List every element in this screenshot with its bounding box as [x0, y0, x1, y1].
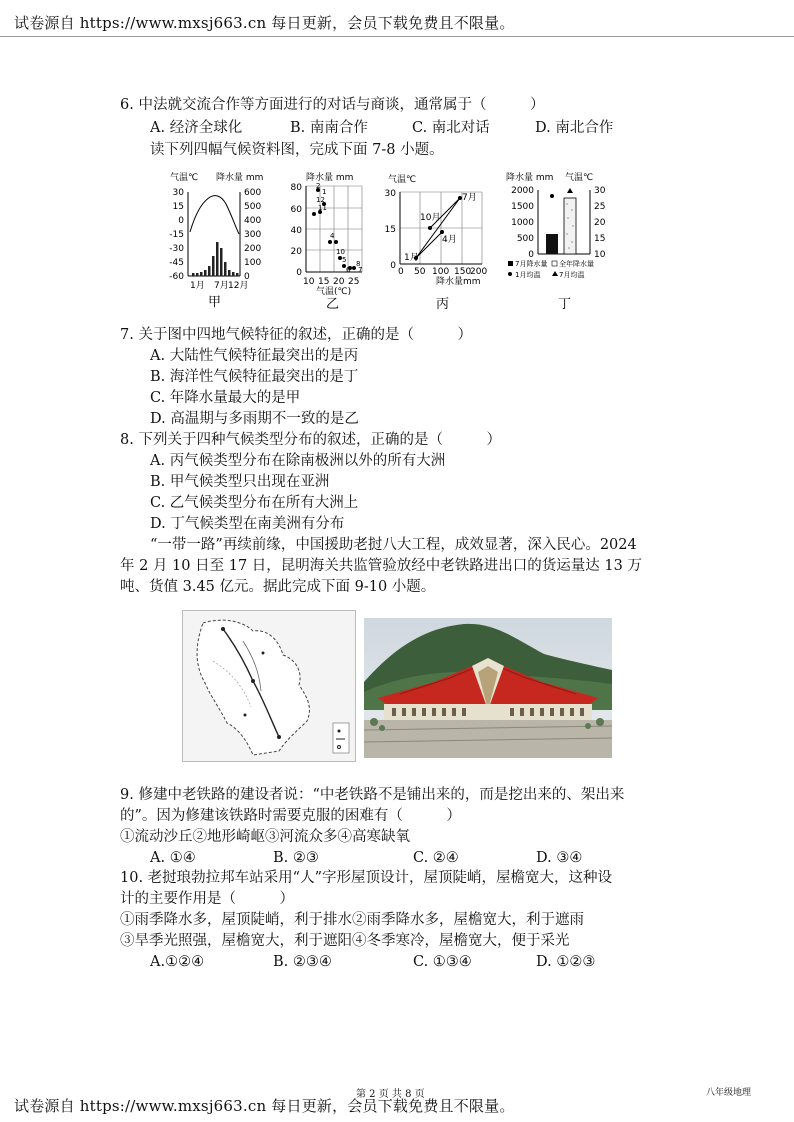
q9-stem-line-1: 9. 修建中老铁路的建设者说：“中老铁路不是铺出来的，而是挖出来的、架出来 — [120, 787, 625, 803]
svg-text:-15: -15 — [169, 230, 184, 240]
svg-text:全年降水量: 全年降水量 — [559, 260, 594, 268]
svg-text:12月: 12月 — [228, 281, 249, 291]
yi-ylabel: 降水量 mm — [306, 173, 354, 183]
svg-text:400: 400 — [244, 216, 262, 226]
q10-choice-line-1: ①雨季降水多，屋顶陡峭，利于排水②雨季降水多，屋檐宽大，利于遮雨 — [120, 912, 584, 928]
svg-text:10: 10 — [336, 248, 345, 256]
svg-text:5: 5 — [342, 256, 347, 264]
svg-text:7月降水量: 7月降水量 — [515, 260, 548, 268]
ding-label: 丁 — [558, 297, 572, 312]
q10-stem-line-2: 计的主要作用是（ ） — [120, 891, 294, 907]
q8-option-a: A. 丙气候类型分布在除南极洲以外的所有大洲 — [150, 453, 446, 469]
page-number: 第 2 页 共 8 页 — [356, 1089, 425, 1100]
q7-option-b: B. 海洋性气候特征最突出的是丁 — [150, 369, 359, 385]
svg-text:2: 2 — [316, 182, 321, 190]
svg-text:11: 11 — [318, 204, 327, 212]
ding-ylabel-left: 降水量 mm — [506, 173, 554, 183]
svg-text:50: 50 — [414, 267, 426, 277]
svg-text:40: 40 — [290, 226, 302, 236]
svg-text:150: 150 — [454, 267, 472, 277]
svg-text:2000: 2000 — [511, 186, 534, 196]
svg-text:600: 600 — [244, 188, 262, 198]
svg-text:气温(℃): 气温(℃) — [316, 287, 352, 297]
q6-option-a: A. 经济全球化 — [150, 120, 243, 136]
svg-text:30: 30 — [594, 186, 606, 196]
svg-text:8: 8 — [356, 260, 361, 268]
svg-text:4月: 4月 — [442, 235, 457, 245]
passage-line-1: “一带一路”再续前缘，中国援助老挝八大工程，成效显著，深入民心。2024 — [150, 537, 637, 553]
svg-text:500: 500 — [516, 234, 534, 244]
svg-text:20: 20 — [290, 247, 302, 257]
svg-text:10: 10 — [303, 277, 315, 287]
jia-ylabel-left: 气温℃ — [170, 173, 199, 183]
svg-text:-60: -60 — [169, 272, 184, 282]
svg-text:200: 200 — [244, 244, 262, 254]
q10-stem-line-1: 10. 老挝琅勃拉邦车站采用“人”字形屋顶设计，屋顶陡峭，屋檐宽大，这种设 — [120, 870, 612, 886]
svg-text:0: 0 — [390, 261, 396, 271]
svg-text:10: 10 — [594, 250, 606, 260]
source-header: 试卷源自 https://www.mxsj663.cn 每日更新，会员下载免费且不限量。 — [14, 14, 515, 32]
svg-text:100: 100 — [432, 267, 450, 277]
q6-option-b: B. 南南合作 — [290, 120, 368, 136]
svg-text:1000: 1000 — [511, 218, 534, 228]
svg-text:7月均温: 7月均温 — [559, 271, 585, 279]
q6-option-c: C. 南北对话 — [412, 120, 490, 136]
jia-label: 甲 — [208, 295, 222, 310]
svg-text:-45: -45 — [169, 258, 184, 268]
chart-ding — [506, 171, 606, 312]
svg-text:15: 15 — [384, 225, 396, 235]
climate-charts — [160, 168, 620, 316]
q8-stem: 8. 下列关于四种气候类型分布的叙述，正确的是（ ） — [120, 432, 501, 448]
svg-text:6: 6 — [346, 266, 351, 274]
svg-text:0: 0 — [244, 272, 250, 282]
svg-text:15: 15 — [172, 202, 184, 212]
svg-text:15: 15 — [594, 234, 606, 244]
svg-text:0: 0 — [528, 250, 534, 260]
svg-text:1月: 1月 — [190, 281, 205, 291]
svg-text:1500: 1500 — [511, 202, 534, 212]
svg-text:80: 80 — [290, 183, 302, 193]
q10-option-d: D. ①②③ — [536, 954, 596, 970]
ding-ylabel-right: 气温℃ — [565, 173, 594, 183]
passage-line-2: 年 2 月 10 日至 17 日，昆明海关共监管验放经中老铁路进出口的货运量达 13 万 — [120, 558, 642, 574]
q9-choices: ①流动沙丘②地形崎岖③河流众多④高寒缺氧 — [120, 829, 410, 845]
svg-text:-30: -30 — [169, 244, 184, 254]
svg-text:500: 500 — [244, 202, 262, 212]
svg-text:12: 12 — [316, 196, 325, 204]
bing-label: 丙 — [436, 297, 450, 312]
svg-text:200: 200 — [470, 267, 488, 277]
chart-bing — [385, 173, 488, 312]
q9-option-b: B. ②③ — [273, 850, 319, 866]
svg-text:7月: 7月 — [214, 281, 229, 291]
q8-option-b: B. 甲气候类型只出现在亚洲 — [150, 474, 330, 490]
svg-text:30: 30 — [384, 189, 396, 199]
q10-choice-line-2: ③旱季光照强，屋檐宽大，利于遮阳④冬季寒冷，屋檐宽大，便于采光 — [120, 933, 570, 949]
svg-text:4: 4 — [330, 232, 335, 240]
yi-label: 乙 — [326, 297, 340, 312]
chart-yi — [291, 171, 363, 312]
q7-option-a: A. 大陆性气候特征最突出的是丙 — [150, 348, 359, 364]
q6-stem: 6. 中法就交流合作等方面进行的对话与商谈，通常属于（ ） — [120, 97, 545, 113]
header-divider — [0, 36, 794, 37]
svg-text:1月均温: 1月均温 — [515, 271, 541, 279]
svg-text:1月: 1月 — [404, 253, 419, 263]
q9-option-d: D. ③④ — [536, 850, 583, 866]
svg-text:10月: 10月 — [420, 213, 441, 223]
q9-option-a: A. ①④ — [150, 850, 196, 866]
laos-railway-map — [182, 610, 356, 762]
q6-option-d: D. 南北合作 — [535, 120, 614, 136]
svg-text:30: 30 — [172, 188, 184, 198]
svg-text:0: 0 — [398, 267, 404, 277]
svg-text:60: 60 — [290, 205, 302, 215]
svg-text:100: 100 — [244, 258, 262, 268]
svg-text:15: 15 — [318, 277, 330, 287]
q7-stem: 7. 关于图中四地气候特征的叙述，正确的是（ ） — [120, 327, 472, 343]
jia-ylabel-right: 降水量 mm — [216, 173, 264, 183]
q9-option-c: C. ②④ — [413, 850, 459, 866]
source-footer: 试卷源自 https://www.mxsj663.cn 每日更新，会员下载免费且不限量。 — [14, 1097, 515, 1115]
svg-text:20: 20 — [594, 218, 606, 228]
q7-8-intro: 读下列四幅气候资料图，完成下面 7-8 小题。 — [150, 142, 444, 158]
svg-text:降水量mm: 降水量mm — [436, 277, 481, 287]
svg-text:0: 0 — [296, 268, 302, 278]
svg-text:0: 0 — [178, 216, 184, 226]
q10-option-b: B. ②③④ — [273, 954, 332, 970]
q8-option-d: D. 丁气候类型在南美洲有分布 — [150, 516, 345, 532]
q8-option-c: C. 乙气候类型分布在所有大洲上 — [150, 495, 359, 511]
q7-option-d: D. 高温期与多雨期不一致的是乙 — [150, 411, 359, 427]
svg-text:25: 25 — [348, 277, 360, 287]
svg-text:20: 20 — [333, 277, 345, 287]
passage-line-3: 吨、货值 3.45 亿元。据此完成下面 9-10 小题。 — [120, 579, 436, 595]
chart-jia — [169, 171, 263, 310]
q7-option-c: C. 年降水量最大的是甲 — [150, 390, 301, 406]
svg-text:1: 1 — [322, 188, 327, 196]
q10-option-c: C. ①③④ — [413, 954, 472, 970]
q9-stem-line-2: 的”。因为修建该铁路时需要克服的困难有（ ） — [120, 808, 461, 824]
svg-text:300: 300 — [244, 230, 262, 240]
svg-text:7月: 7月 — [462, 193, 477, 203]
bing-ylabel: 气温℃ — [388, 175, 417, 185]
svg-text:25: 25 — [594, 202, 606, 212]
q10-option-a: A.①②④ — [150, 954, 205, 970]
subject-label: 八年级地理 — [706, 1088, 752, 1098]
svg-text:7: 7 — [358, 266, 363, 274]
luang-prabang-station-photo — [364, 618, 612, 758]
